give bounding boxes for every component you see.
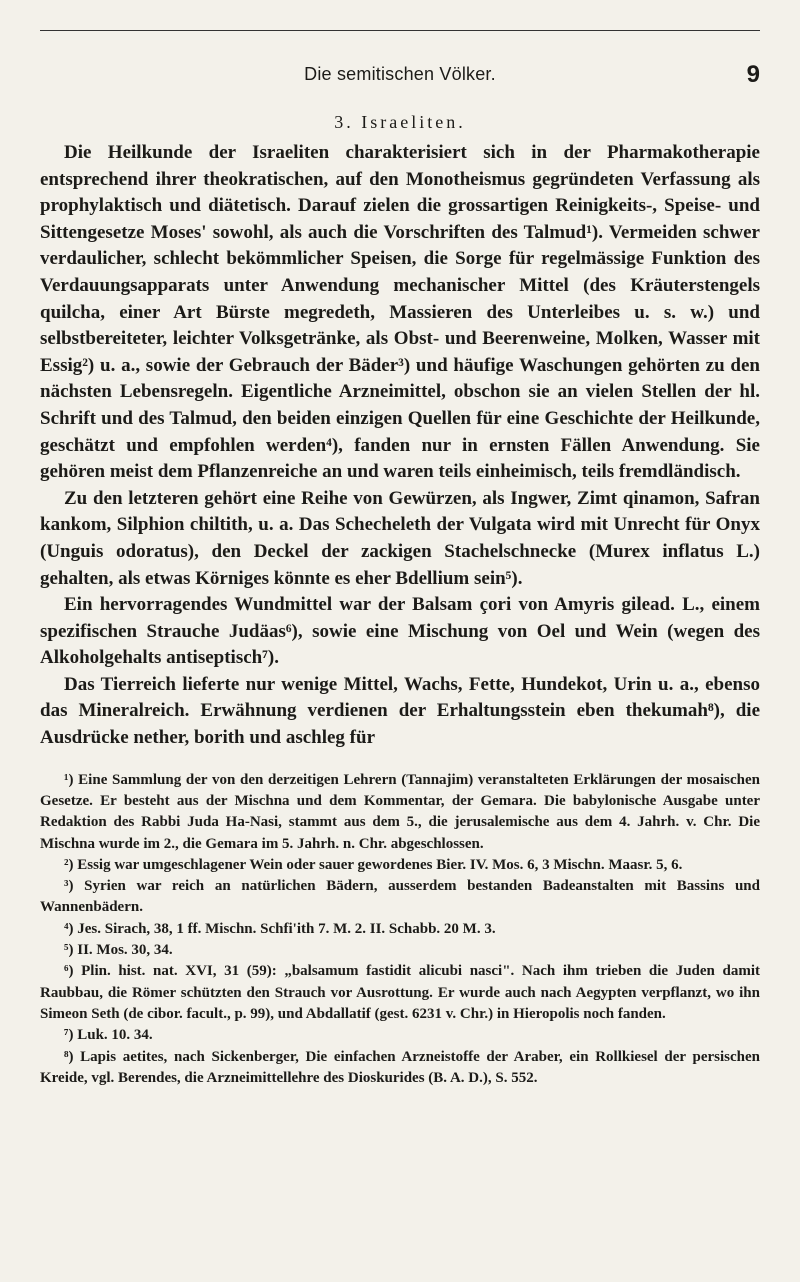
paragraph-1: Die Heilkunde der Israeliten charakterisiert sich in der Pharmakotherapie entsprechend ihrer theokratischen, auf den Monotheismus gegründeten Verfassung als prophylaktisch und diätetisch. Darauf zielen die grossartigen Reinigkeits-, Speise- und Sittengesetze Moses' sowohl, als auch die Vorschriften des Talmud¹). Vermeiden schwer verdaulicher, schlecht bekömmlicher Speisen, die Sorge für regelmässige Funktion des Verdauungsapparats unter Anwendung mechanischer Mittel (des Kräuterstengels quilcha, einer Art Bürste megredeth, Massieren des Unterleibes u. s. w.) und selbstbereiteter, leichter Volksgetränke, als Obst- und Beerenweine, Molken, Wasser mit Essig²) u. a., sowie der Gebrauch der Bäder³) und häufige Waschungen gehörten zu den nächsten Lebensregeln. Eigentliche Arzneimittel, obschon sie an vielen Stellen der hl. Schrift und des Talmud, den beiden einzigen Quellen für eine Geschichte der Heilkunde, geschätzt und empfohlen werden⁴), fanden nur in ernsten Fällen Anwendung. Sie gehören meist dem Pflanzenreiche an und waren teils einheimisch, teils fremdländisch.: [40, 142, 760, 483]
footnotes: [40, 770, 760, 1089]
section-title: 3. Israeliten.: [334, 112, 466, 132]
footnote-5: ⁵) II. Mos. 30, 34.: [64, 942, 173, 959]
footnote-2: ²) Essig war umgeschlagener Wein oder sauer gewordenes Bier. IV. Mos. 6, 3 Mischn. Maasr. 5, 6.: [64, 856, 683, 873]
footnote-7: ⁷) Luk. 10. 34.: [64, 1027, 153, 1044]
paragraph-2: Zu den letzteren gehört eine Reihe von Gewürzen, als Ingwer, Zimt qinamon, Safran kankom, Silphion chiltith, u. a. Das Schecheleth der Vulgata wird mit Unrecht für Onyx (Unguis odoratus), den Deckel der zackigen Stachelschnecke (Murex inflatus L.) gehalten, als etwas Körniges könnte es eher Bdellium sein⁵).: [40, 487, 760, 589]
page-content: [40, 112, 760, 1089]
page-header: [40, 61, 760, 88]
footnote-1: ¹) Eine Sammlung der von den derzeitigen Lehrern (Tannajim) veranstalteten Erklärungen der mosaischen Gesetze. Er besteht aus der Mischna und dem Kommentar, der Gemara. Die babylonische Ausgabe unter Redaktion des Rabbi Juda Ha-Nasi, stammt aus dem 5., die jerusalemische aus dem 4. Jahrh. v. Chr. Die Mischna wurde im 2., die Gemara im 5. Jahrh. n. Chr. abgeschlossen.: [40, 771, 760, 852]
footnote-6: ⁶) Plin. hist. nat. XVI, 31 (59): „balsamum fastidit alicubi nasci". Nach ihm trieben die Juden damit Raubbau, die Römer schützten den Strauch vor Ausrottung. Er wurde auch nach Aegypten verpflanzt, wo ihn Simeon Seth (de cibor. facult., p. 99), und Abdallatif (gest. 6231 v. Chr.) in Hieropolis noch fanden.: [40, 963, 760, 1022]
footnote-8: ⁸) Lapis aetites, nach Sickenberger, Die einfachen Arzneistoffe der Araber, ein Rollkiesel der persischen Kreide, vgl. Berendes, die Arzneimittellehre des Dioskurides (B. A. D.), S. 552.: [40, 1048, 760, 1086]
running-title: Die semitischen Völker.: [304, 64, 496, 84]
header-rule: [40, 30, 760, 31]
body-text: [40, 140, 760, 752]
paragraph-4: Das Tierreich lieferte nur wenige Mittel, Wachs, Fette, Hundekot, Urin u. a., ebenso das Mineralreich. Erwähnung verdienen der Erhaltungsstein eben thekumah⁸), die Ausdrücke nether, borith und aschleg für: [40, 673, 760, 749]
footnote-4: ⁴) Jes. Sirach, 38, 1 ff. Mischn. Schfi'ith 7. M. 2. II. Schabb. 20 M. 3.: [64, 920, 496, 937]
footnote-3: ³) Syrien war reich an natürlichen Bädern, ausserdem bestanden Badeanstalten mit Bassins und Wannenbädern.: [40, 878, 760, 916]
page-number: 9: [746, 61, 760, 88]
paragraph-3: Ein hervorragendes Wundmittel war der Balsam çori von Amyris gilead. L., einem spezifischen Strauche Judäas⁶), sowie eine Mischung von Oel und Wein (wegen des Alkoholgehalts antiseptisch⁷).: [40, 594, 760, 669]
